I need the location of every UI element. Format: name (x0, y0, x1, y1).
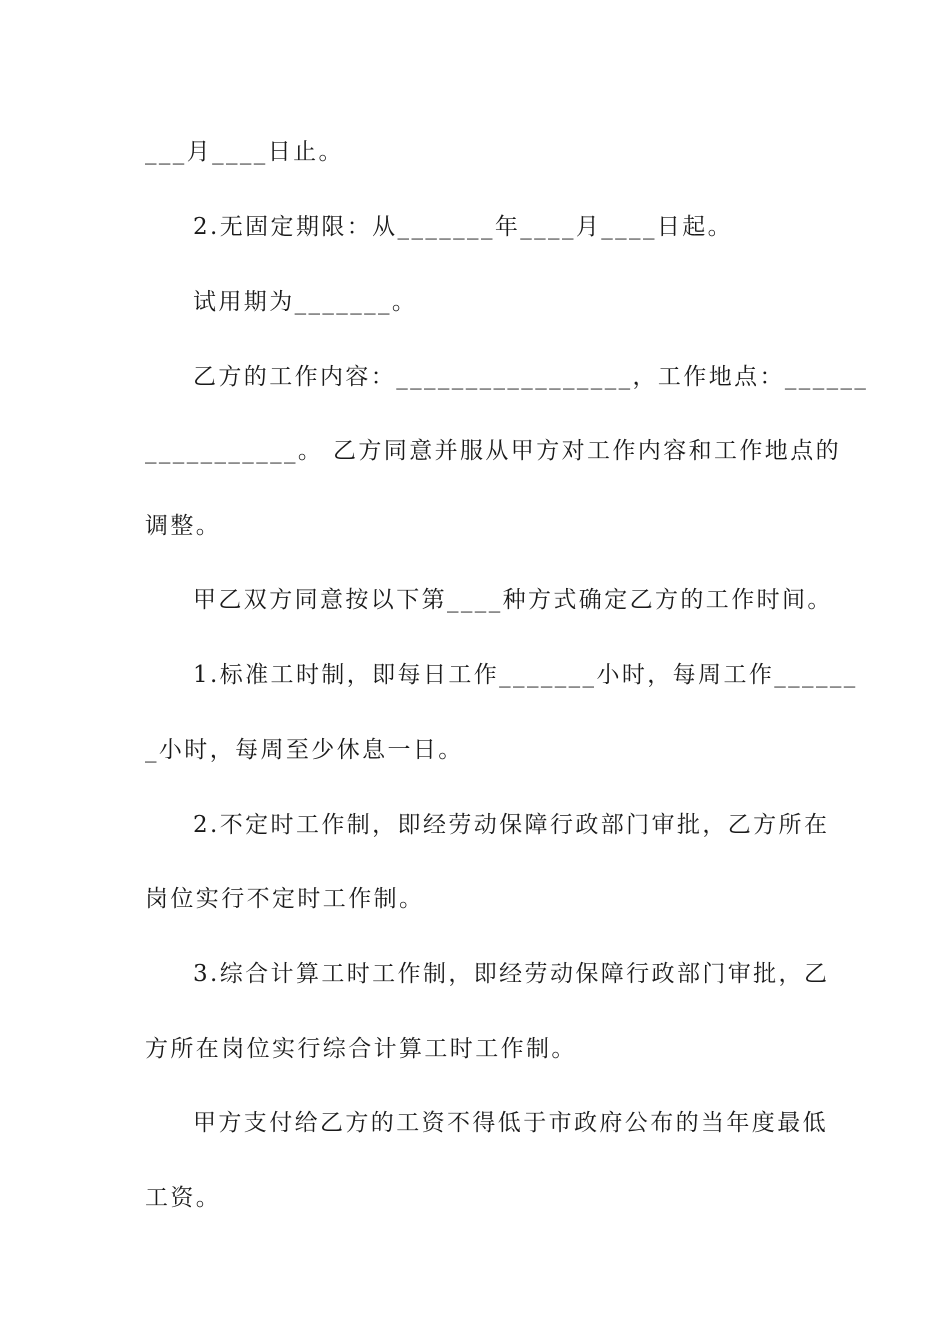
text-line-14: 甲方支付给乙方的工资不得低于市政府公布的当年度最低 (193, 1110, 828, 1136)
text-line-6: 调整。 (145, 513, 222, 539)
text-line-7: 甲乙双方同意按以下第____种方式确定乙方的工作时间。 (193, 587, 833, 613)
text-line-4: 乙方的工作内容：_________________，工作地点：______ (193, 364, 869, 390)
text-line-13: 方所在岗位实行综合计算工时工作制。 (145, 1036, 577, 1062)
text-line-8: 1.标准工时制，即每日工作_______小时，每周工作______ (193, 662, 858, 688)
text-line-2: 2.无固定期限：从_______年____月____日起。 (193, 214, 734, 240)
text-line-11: 岗位实行不定时工作制。 (145, 886, 425, 912)
text-line-3: 试用期为_______。 (193, 289, 418, 315)
text-line-1: ___月____日止。 (145, 139, 344, 165)
text-line-15: 工资。 (145, 1185, 222, 1211)
text-line-12: 3.综合计算工时工作制，即经劳动保障行政部门审批，乙 (193, 961, 830, 987)
text-line-5: ___________。 乙方同意并服从甲方对工作内容和工作地点的 (145, 438, 842, 464)
text-line-9: _小时，每周至少休息一日。 (145, 737, 464, 763)
text-line-10: 2.不定时工作制，即经劳动保障行政部门审批，乙方所在 (193, 812, 830, 838)
